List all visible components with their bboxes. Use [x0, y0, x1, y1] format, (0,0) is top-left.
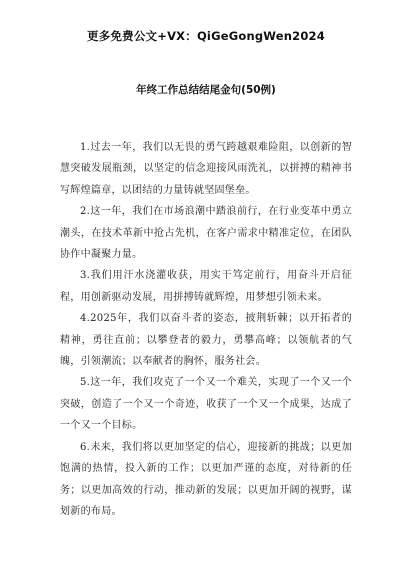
document-title: 年终工作总结结尾金句(50例)	[136, 84, 276, 96]
paragraph-2: 2.这一年，我们在市场浪潮中踏浪前行，在行业变革中勇立潮头，在技术革新中抢占先机，在客户需求中精准定位，在团队协作中凝聚力量。	[60, 206, 352, 261]
paragraph-5: 5.这一年，我们攻克了一个又一个难关，实现了一个又一个突破，创造了一个又一个奇迹，收获了一个又一个成果，达成了一个又一个目标。	[60, 377, 352, 432]
promo-header: 更多免费公文+VX：QiGeGongWen2024	[87, 29, 325, 43]
paragraph-1: 1.过去一年，我们以无畏的勇气跨越艰难险阻，以创新的智慧突破发展瓶颈，以坚定的信念迎接风雨洗礼，以拼搏的精神书写辉煌篇章，以团结的力量铸就坚固堡垒。	[60, 142, 352, 196]
paragraph-4: 4.2025年，我们以奋斗者的姿态，披荆斩棘；以开拓者的精神，勇往直前；以攀登者的毅力，勇攀高峰；以领航者的气魄，引领潮流；以奉献者的胸怀，服务社会。	[60, 313, 352, 368]
paragraph-6: 6.未来，我们将以更加坚定的信心，迎接新的挑战；以更加饱满的热情，投入新的工作；以更加严谨的态度，对待新的任务；以更加高效的行动，推动新的发展；以更加开阔的视野，谋划新的布局。	[60, 441, 352, 517]
paragraph-3: 3.我们用汗水浇灌收获，用实干笃定前行，用奋斗开启征程，用创新驱动发展，用拼搏铸就辉煌，用梦想引领未来。	[60, 270, 352, 303]
